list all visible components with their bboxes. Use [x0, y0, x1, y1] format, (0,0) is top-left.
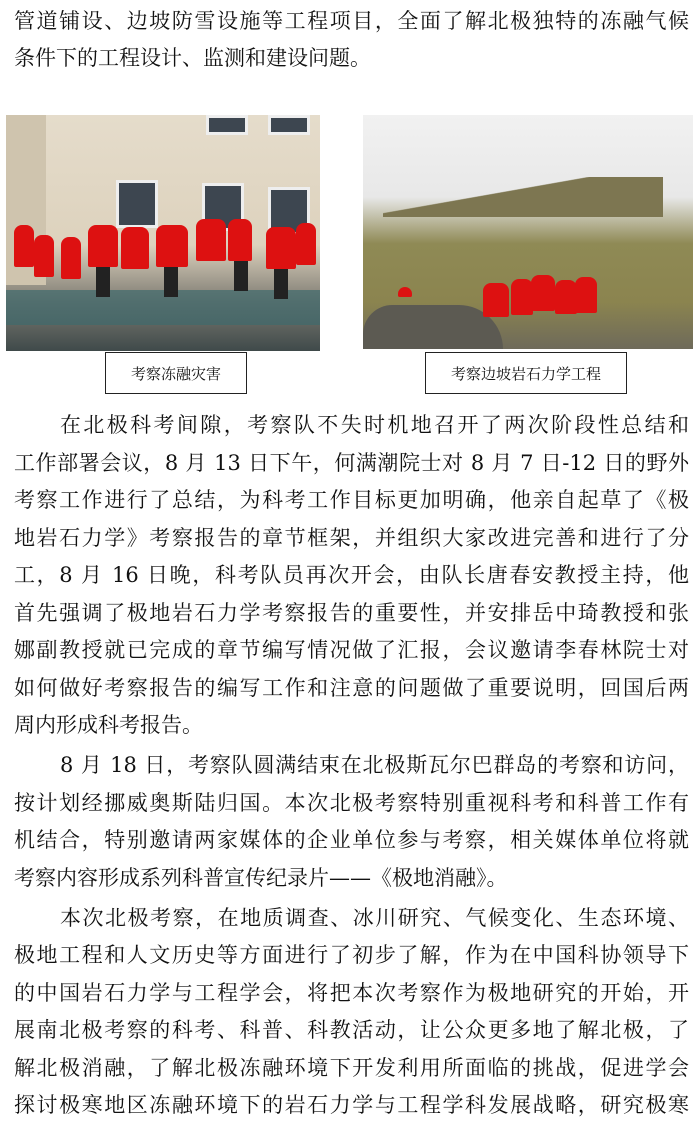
text-line: 考察工作进行了总结，为科考工作目标更加明确，他亲自起草了《极 [14, 488, 689, 512]
text-line: 机结合，特别邀请两家媒体的企业单位参与考察，相关媒体单位将就 [14, 828, 689, 852]
text-line: 娜副教授就已完成的章节编写情况做了汇报，会议邀请李春林院士对 [14, 638, 689, 662]
text-line: 周内形成科考报告。 [14, 713, 203, 737]
text-line: 条件下的工程设计、监测和建设问题。 [14, 46, 371, 70]
text-line: 本次北极考察，在地质调查、冰川研究、气候变化、生态环境、 [60, 906, 689, 930]
text-line: 管道铺设、边坡防雪设施等工程项目，全面了解北极独特的冻融气候 [14, 9, 689, 33]
text-line: 按计划经挪威奥斯陆归国。本次北极考察特别重视科考和科普工作有 [14, 791, 689, 815]
text-line: 在北极科考间隙，考察队不失时机地召开了两次阶段性总结和 [60, 413, 689, 437]
text-line: 如何做好考察报告的编写工作和注意的问题做了重要说明，回国后两 [14, 676, 689, 700]
photo-frost-damage [6, 115, 320, 351]
figure-caption: 考察冻融灾害 [105, 352, 247, 394]
text-line: 8 月 18 日，考察队圆满结束在北极斯瓦尔巴群岛的考察和访问， [60, 753, 689, 777]
text-line: 极地工程和人文历史等方面进行了初步了解，作为在中国科协领导下 [14, 943, 689, 967]
text-line: 展南北极考察的科考、科普、科教活动，让公众更多地了解北极，了 [14, 1018, 689, 1042]
text-line: 探讨极寒地区冻融环境下的岩石力学与工程学科发展战略，研究极寒 [14, 1093, 689, 1117]
text-line: 考察内容形成系列科普宣传纪录片——《极地消融》。 [14, 866, 508, 890]
text-line: 首先强调了极地岩石力学考察报告的重要性，并安排岳中琦教授和张 [14, 601, 689, 625]
text-line: 工，8 月 16 日晚，科考队员再次开会，由队长唐春安教授主持，他 [14, 563, 689, 587]
text-line: 地岩石力学》考察报告的章节框架，并组织大家改进完善和进行了分 [14, 526, 689, 550]
figure-caption: 考察边坡岩石力学工程 [425, 352, 627, 394]
text-line: 解北极消融，了解北极冻融环境下开发利用所面临的挑战，促进学会 [14, 1056, 689, 1080]
text-line: 的中国岩石力学与工程学会，将把本次考察作为极地研究的开始，开 [14, 981, 689, 1005]
text-line: 工作部署会议，8 月 13 日下午，何满潮院士对 8 月 7 日-12 日的野外 [14, 451, 689, 475]
photo-slope-engineering [363, 115, 693, 349]
